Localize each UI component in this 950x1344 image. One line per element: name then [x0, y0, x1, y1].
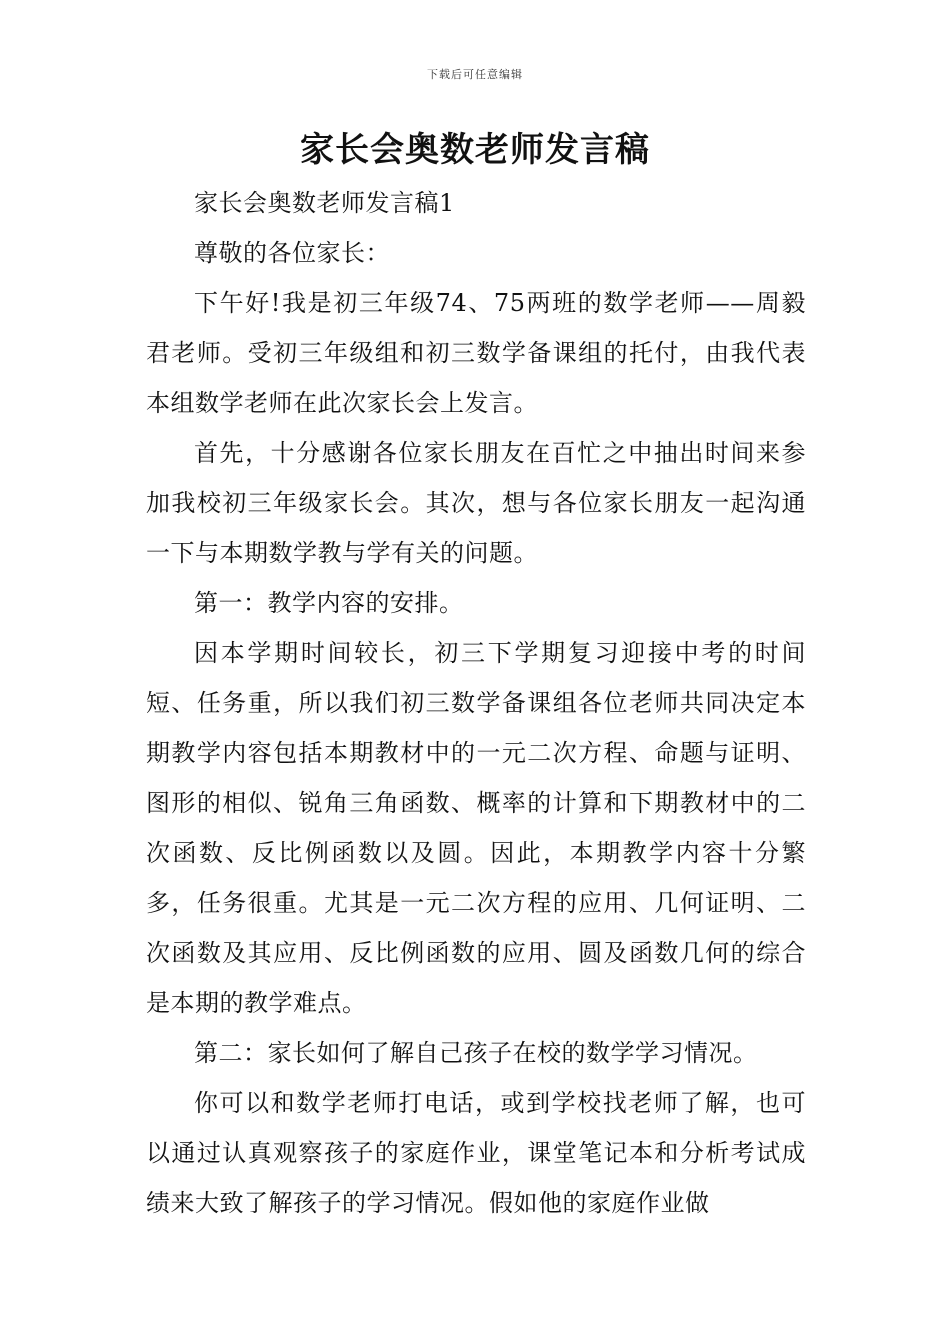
section-heading: 第二：家长如何了解自己孩子在校的数学学习情况。	[194, 1039, 758, 1067]
paragraph-heading: 家长会奥数老师发言稿1	[194, 189, 455, 217]
document-body	[146, 178, 806, 1228]
paragraph: 你可以和数学老师打电话，或到学校找老师了解，也可以通过认真观察孩子的家庭作业，课堂笔记本和分析考试成绩来大致了解孩子的学习情况。假如他的家庭作业做	[146, 1089, 806, 1217]
paragraph-salutation: 尊敬的各位家长：	[194, 239, 390, 267]
header-note: 下载后可任意编辑	[427, 68, 523, 81]
paragraph: 因本学期时间较长，初三下学期复习迎接中考的时间短、任务重，所以我们初三数学备课组各位老师共同决定本期教学内容包括本期教材中的一元二次方程、命题与证明、图形的相似、锐角三角函数、概率的计算和下期教材中的二次函数、反比例函数以及圆。因此，本期教学内容十分繁多，任务很重。尤其是一元二次方程的应用、几何证明、二次函数及其应用、反比例函数的应用、圆及函数几何的综合是本期的教学难点。	[146, 639, 806, 1017]
paragraph: 下午好!我是初三年级74、75两班的数学老师——周毅君老师。受初三年级组和初三数学备课组的托付，由我代表本组数学老师在此次家长会上发言。	[146, 289, 806, 417]
paragraph: 首先，十分感谢各位家长朋友在百忙之中抽出时间来参加我校初三年级家长会。其次，想与各位家长朋友一起沟通一下与本期数学教与学有关的问题。	[146, 439, 806, 567]
document-title: 家长会奥数老师发言稿	[300, 130, 650, 170]
section-heading: 第一：教学内容的安排。	[194, 589, 464, 617]
